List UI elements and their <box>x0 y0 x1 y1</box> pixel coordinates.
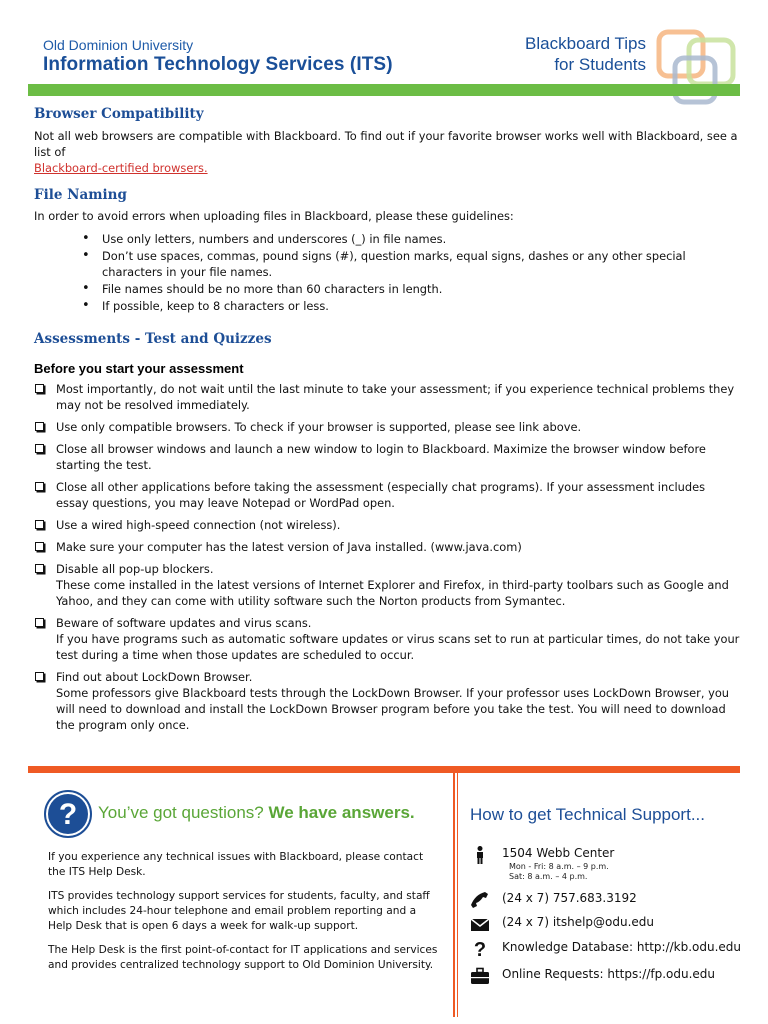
checklist-item: Close all browser windows and launch a new window to login to Blackboard. Maximize the browser window before starting the test. <box>34 441 740 473</box>
certified-browsers-link[interactable]: Blackboard-certified browsers. <box>34 161 208 175</box>
footer-column-divider-thin <box>457 773 458 1017</box>
department-title: Information Technology Services (ITS) <box>43 54 393 75</box>
checklist-item: Find out about LockDown Browser. Some professors give Blackboard tests through the LockDown Browser. If your professor uses LockDown Browser, you will need to download and install the LockDown Browser program before you take the test. You will need to download the program only once. <box>34 669 740 733</box>
question-mark-icon <box>470 940 490 958</box>
phone-text[interactable]: (24 x 7) 757.683.3192 <box>502 891 637 905</box>
assessments-heading: Assessments - Test and Quizzes <box>34 331 272 347</box>
doc-title <box>525 33 646 75</box>
checkbox-icon <box>35 618 44 627</box>
helpdesk-p1: If you experience any technical issues with Blackboard, please contact the ITS Help Desk. <box>48 851 424 878</box>
naming-heading: File Naming <box>34 187 127 203</box>
helpdesk-info <box>48 850 438 973</box>
university-name: Old Dominion University <box>43 37 194 53</box>
location-text: 1504 Webb Center <box>502 846 615 860</box>
online-requests-text[interactable]: Online Requests: https://fp.odu.edu <box>502 967 716 981</box>
hours-saturday: Sat: 8 a.m. – 4 p.m. <box>509 872 588 881</box>
svg-text:?: ? <box>58 798 78 831</box>
checkbox-icon <box>35 444 44 453</box>
header-divider <box>28 84 740 96</box>
checkbox-icon <box>35 672 44 681</box>
doc-title-line2: for Students <box>554 55 646 74</box>
doc-title-line1: Blackboard Tips <box>525 34 646 53</box>
helpdesk-p2: ITS provides technology support services for students, faculty, and staff which includes 24-hour telephone and email problem reporting and a Help Desk that is open 6 days a week for walk-up support. <box>48 890 430 932</box>
list-item: • Don’t use spaces, commas, pound signs (#), question marks, equal signs, dashes or any other special characters in your file names. <box>74 248 714 280</box>
browser-heading: Browser Compatibility <box>34 106 204 122</box>
envelope-icon <box>470 915 490 933</box>
checklist-item: Use only compatible browsers. To check if your browser is supported, please see link above. <box>34 419 740 435</box>
checklist-item: Beware of software updates and virus scans. If you have programs such as automatic software updates or virus scans set to run at particular times, do not take your test during a time when those updates are scheduled to occur. <box>34 615 740 663</box>
naming-intro: In order to avoid errors when uploading files in Blackboard, please these guidelines: <box>34 209 514 223</box>
question-circle-icon <box>44 790 92 838</box>
checkbox-icon <box>35 384 44 393</box>
checkbox-icon <box>35 564 44 573</box>
support-title: How to get Technical Support... <box>470 805 705 824</box>
checkbox-icon <box>35 542 44 551</box>
squares-logo-icon <box>655 28 741 112</box>
naming-section <box>34 187 734 315</box>
assessments-section <box>34 331 740 739</box>
list-item: • File names should be no more than 60 characters in length. <box>74 281 714 297</box>
before-assessment-subheading: Before you start your assessment <box>34 361 244 376</box>
hours-weekday: Mon - Fri: 8 a.m. – 9 p.m. <box>509 862 609 871</box>
checkbox-icon <box>35 422 44 431</box>
svg-text:?: ? <box>473 940 487 958</box>
checkbox-icon <box>35 482 44 491</box>
assessment-checklist <box>34 381 740 733</box>
footer-divider <box>28 766 740 773</box>
helpdesk-p3: The Help Desk is the first point-of-contact for IT applications and services and provides centralized technology support to Old Dominion University. <box>48 944 438 971</box>
naming-bullets <box>74 231 714 314</box>
footer-column-divider <box>453 773 455 1017</box>
footer-tagline <box>98 803 415 823</box>
list-item: • If possible, keep to 8 characters or less. <box>74 298 714 314</box>
checklist-item: Disable all pop-up blockers. These come installed in the latest versions of Internet Explorer and Firefox, in third-party toolbars such as Google and Yahoo, and they can come with utility software such the Norton products from Symantec. <box>34 561 740 609</box>
phone-icon <box>470 891 490 909</box>
knowledge-base-text[interactable]: Knowledge Database: http://kb.odu.edu <box>502 940 742 954</box>
tagline-bold: We have answers. <box>268 803 415 822</box>
browser-section <box>34 106 740 176</box>
person-icon <box>470 846 490 864</box>
checklist-item: Close all other applications before taking the assessment (especially chat programs). If your assessment includes essay questions, you may leave Notepad or WordPad open. <box>34 479 740 511</box>
checkbox-icon <box>35 520 44 529</box>
browser-text <box>34 128 740 176</box>
briefcase-icon <box>470 967 490 985</box>
browser-text-body: Not all web browsers are compatible with Blackboard. To find out if your favorite browser works well with Blackboard, see a list of <box>34 129 738 159</box>
checklist-item: Make sure your computer has the latest version of Java installed. (www.java.com) <box>34 539 740 555</box>
list-item: • Use only letters, numbers and underscores (_) in file names. <box>74 231 714 247</box>
checklist-item: Most importantly, do not wait until the last minute to take your assessment; if you experience technical problems they may not be resolved immediately. <box>34 381 740 413</box>
checklist-item: Use a wired high-speed connection (not wireless). <box>34 517 740 533</box>
tagline-plain: You’ve got questions? <box>98 803 264 822</box>
email-text[interactable]: (24 x 7) itshelp@odu.edu <box>502 915 655 929</box>
